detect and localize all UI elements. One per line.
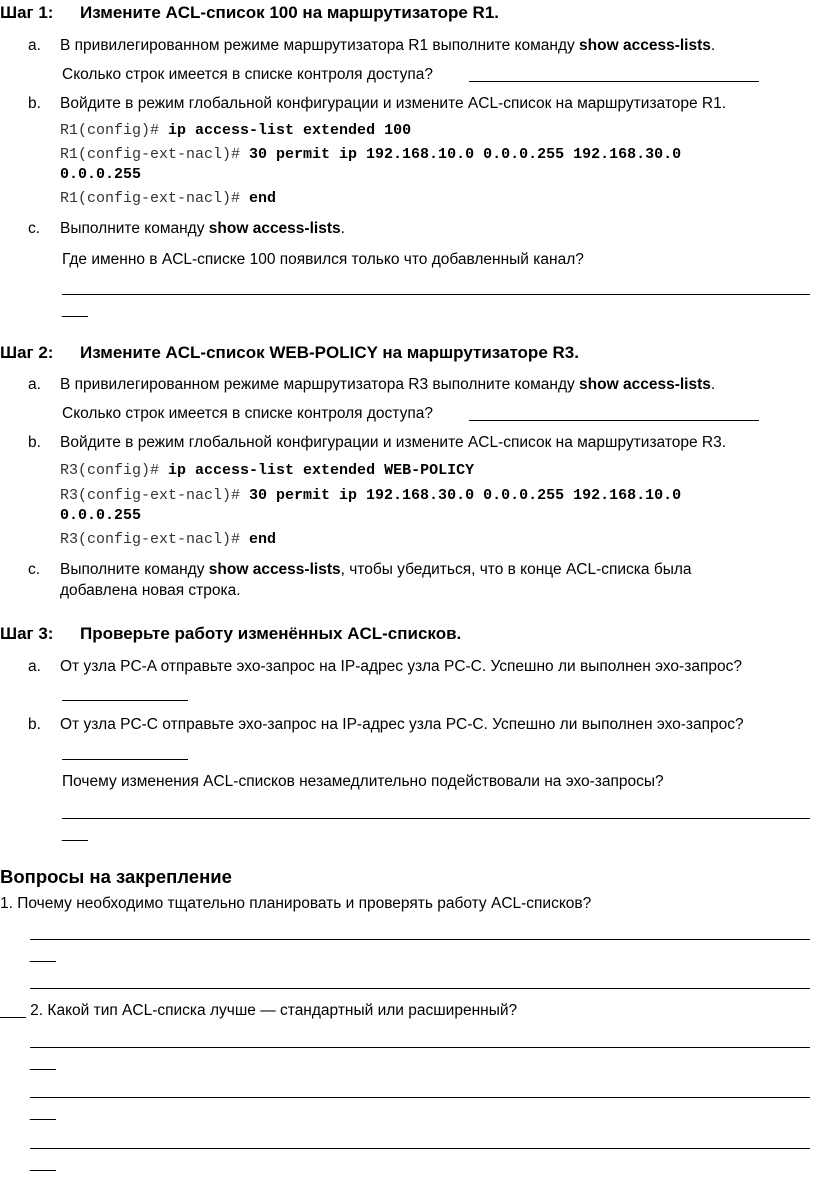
review-q1-answer-line-2[interactable] (30, 988, 810, 989)
step-2-heading (0, 343, 579, 363)
step-2-code-line-2 (60, 487, 681, 504)
review-q2-answer-line-2[interactable] (30, 1097, 810, 1098)
step-3-why-answer-line[interactable] (62, 818, 810, 819)
step-2c-instruction: Выполните команду (60, 561, 209, 578)
step-2-title: Измените ACL-список WEB-POLICY на маршрутизаторе R3. (80, 343, 579, 362)
step-2a-text (60, 376, 715, 394)
step-1a-text (60, 37, 715, 55)
step-2c-text-line-2: добавлена новая строка. (60, 582, 241, 599)
step-3-label: Шаг 3: (0, 624, 54, 643)
step-2c-end: , чтобы убедиться, что в конце ACL-списка была (340, 561, 692, 578)
review-q2-tail-3: ___ (30, 1155, 56, 1172)
review-question-1: 1. Почему необходимо тщательно планировать и проверять работу ACL-списков? (0, 895, 592, 912)
step-2a-letter: a. (28, 376, 41, 393)
step-3a-text: От узла PC-A отправьте эхо-запрос на IP-адрес узла PC-C. Успешно ли выполнен эхо-запрос? (60, 658, 742, 675)
code-command: end (249, 190, 277, 207)
step-3a-answer-line[interactable] (62, 700, 188, 701)
code-command: ip access-list extended WEB-POLICY (168, 462, 475, 479)
step-3-heading (0, 624, 461, 644)
step-1-title: Измените ACL-список 100 на маршрутизаторе R1. (80, 3, 500, 22)
code-command: 0.0.0.255 (60, 166, 142, 183)
step-2c-command: show access-lists (208, 561, 341, 578)
review-q2-tail-1: ___ (30, 1054, 56, 1071)
step-1b-text: Войдите в режим глобальной конфигурации и измените ACL-список на маршрутизаторе R1. (60, 95, 727, 112)
step-2c-text (60, 561, 692, 579)
code-command: ip access-list extended 100 (168, 122, 412, 139)
step-1b-letter: b. (28, 95, 41, 112)
code-command: 30 permit ip 192.168.30.0 0.0.0.255 192.168.10.0 (249, 487, 682, 504)
review-q2-answer-line-1[interactable] (30, 1047, 810, 1048)
step-1a-command: show access-lists (579, 37, 711, 54)
step-1-label: Шаг 1: (0, 3, 54, 22)
step-1-heading (0, 3, 499, 23)
review-q2-answer-line-3[interactable] (30, 1148, 810, 1149)
step-3b-answer-line[interactable] (62, 759, 188, 760)
step-1-code-line-1 (60, 122, 411, 139)
step-1c-answer-tail: ___ (62, 301, 88, 318)
code-prompt: R3(config)# (60, 462, 169, 479)
review-q1-answer-line-1[interactable] (30, 939, 810, 940)
step-2b-letter: b. (28, 434, 41, 451)
step-1c-command: show access-lists (208, 220, 341, 237)
step-2-code-line-2-cont (60, 507, 141, 524)
step-2-label: Шаг 2: (0, 343, 54, 362)
step-1a-answer-line[interactable] (469, 81, 759, 82)
code-prompt: R3(config-ext-nacl)# (60, 531, 250, 548)
step-2a-question: Сколько строк имеется в списке контроля доступа? (62, 405, 433, 422)
step-2a-end: . (710, 376, 716, 393)
code-command: 30 permit ip 192.168.10.0 0.0.0.255 192.168.30.0 (249, 146, 682, 163)
code-command: 0.0.0.255 (60, 507, 142, 524)
step-1a-question: Сколько строк имеется в списке контроля доступа? (62, 66, 433, 83)
step-2a-command: show access-lists (579, 376, 711, 393)
step-1-code-line-2-cont (60, 166, 141, 183)
review-question-2 (0, 1002, 517, 1020)
step-3b-text: От узла PC-C отправьте эхо-запрос на IP-адрес узла PC-C. Успешно ли выполнен эхо-запрос? (60, 716, 744, 733)
step-2c-letter: c. (28, 561, 41, 578)
code-prompt: R3(config-ext-nacl)# (60, 487, 250, 504)
review-heading: Вопросы на закрепление (0, 866, 232, 887)
step-3-why-question: Почему изменения ACL-списков незамедлительно подействовали на эхо-запросы? (62, 773, 664, 790)
step-1a-letter: a. (28, 37, 41, 54)
step-1a-instruction: В привилегированном режиме маршрутизатора R1 выполните команду (60, 37, 580, 54)
code-prompt: R1(config-ext-nacl)# (60, 190, 250, 207)
step-2-code-line-1 (60, 462, 474, 479)
review-q2-tail-2: ___ (30, 1104, 56, 1121)
code-prompt: R1(config)# (60, 122, 169, 139)
code-prompt: R1(config-ext-nacl)# (60, 146, 250, 163)
step-2b-text: Войдите в режим глобальной конфигурации и измените ACL-список на маршрутизаторе R3. (60, 434, 727, 451)
review-q2-text: 2. Какой тип ACL-списка лучше — стандартный или расширенный? (25, 1002, 518, 1019)
review-q1-tail: ___ (30, 946, 56, 963)
step-3b-letter: b. (28, 716, 41, 733)
step-1c-question: Где именно в ACL-списке 100 появился только что добавленный канал? (62, 251, 584, 268)
step-2-code-line-3 (60, 531, 276, 548)
step-1a-end: . (710, 37, 716, 54)
step-1c-end: . (340, 220, 345, 237)
step-1c-instruction: Выполните команду (60, 220, 209, 237)
code-command: end (249, 531, 277, 548)
step-3-why-answer-tail: ___ (62, 825, 88, 842)
step-3-title: Проверьте работу изменённых ACL-списков. (80, 624, 462, 643)
step-1c-text (60, 220, 345, 238)
step-1c-letter: c. (28, 220, 41, 237)
review-q2-lead: ___ (0, 1002, 26, 1019)
step-1-code-line-3 (60, 190, 276, 207)
step-1c-answer-line[interactable] (62, 294, 810, 295)
step-2a-answer-line[interactable] (469, 420, 759, 421)
step-3a-letter: a. (28, 658, 41, 675)
step-2a-instruction: В привилегированном режиме маршрутизатора R3 выполните команду (60, 376, 580, 393)
step-1-code-line-2 (60, 146, 681, 163)
